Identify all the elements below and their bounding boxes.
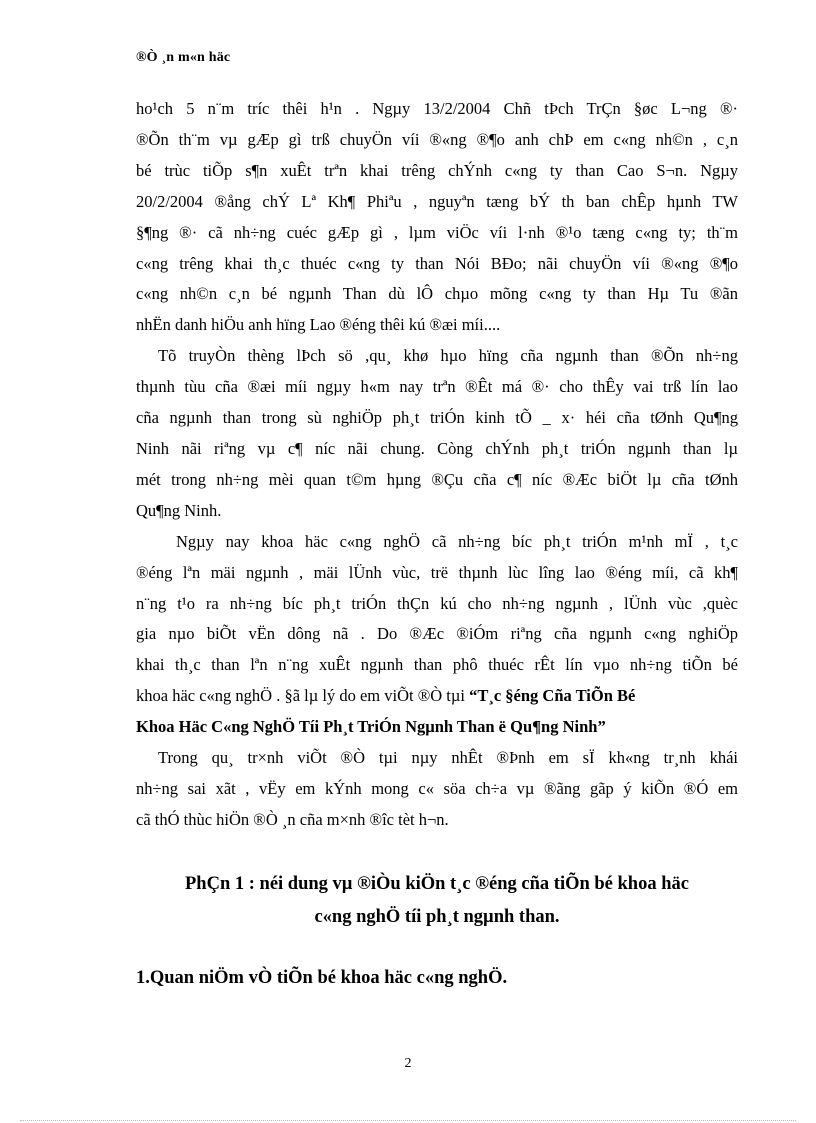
body-line: khai th¸c than lªn n¨ng xuÊt ngµnh than phô thuéc rÊt lín vµo nh÷ng tiÕn bé — [136, 655, 738, 675]
body-line: Tõ truyÒn thèng lÞch sö ,qu¸ khø hµo hïng cña ngµnh than ®Õn nh÷ng — [158, 346, 738, 366]
body-line: cã thÓ thùc hiÖn ®Ò ¸n cña m×nh ®îc tèt h¬n. — [136, 809, 449, 829]
body-line: gia nµo biÕt vËn dông nã . Do ®Æc ®iÓm riªng cña ngµnh c«ng nghiÖp — [136, 624, 738, 644]
body-line: Ninh nãi riªng vµ c¶ níc nãi chung. Còng chÝnh ph¸t triÓn ngµnh than lµ — [136, 438, 738, 458]
body-line: bé trùc tiÕp s¶n xuÊt trªn khai trêng chÝnh c«ng ty than Cao S¬n. Ngµy — [136, 160, 738, 180]
body-line: cña ngµnh than trong sù nghiÖp ph¸t triÓn kinh tÕ _ x· héi cña tØnh Qu¶ng — [136, 408, 738, 428]
essay-title-inline: “T¸c §éng Cña TiÕn Bé — [469, 686, 636, 706]
body-line: ®Õn th¨m vµ gÆp gì trß chuyÖn víi ®«ng ®¶o anh chÞ em c«ng nh©n , c¸n — [136, 129, 738, 149]
body-line: ®éng lªn mäi ngµnh , mäi lÜnh vùc, trë thµnh lùc lîng lao ®éng míi, cã kh¶ — [136, 562, 738, 582]
body-line: Trong qu¸ tr×nh viÕt ®Ò tµi nµy nhÊt ®Þnh em sÏ kh«ng tr¸nh khái — [158, 748, 738, 768]
chapter-heading-line: PhÇn 1 : néi dung vµ ®iÒu kiÖn t¸c ®éng cña tiÕn bé khoa häc — [185, 874, 689, 894]
body-text — [136, 94, 738, 836]
page-header: ®Ò ¸n m«n häc — [136, 50, 231, 65]
body-line: c«ng nh©n c¸n bé ngµnh Than dù lÔ chµo mõng c«ng ty than Hµ Tu ®ãn — [136, 284, 738, 304]
body-line — [136, 681, 738, 712]
body-line: nh÷ng sai xãt , vËy em kÝnh mong c« söa ch÷a vµ ®ãng gãp ý kiÕn ®Ó em — [136, 778, 738, 798]
chapter-heading — [136, 868, 738, 934]
body-line: ho¹ch 5 n¨m tríc thêi h¹n . Ngµy 13/2/2004 Chñ tÞch TrÇn §øc L¬ng ®· — [136, 99, 738, 118]
body-line: Qu¶ng Ninh. — [136, 500, 222, 520]
footer-divider — [20, 1120, 796, 1121]
body-line: Ngµy nay khoa häc c«ng nghÖ cã nh÷ng bíc ph¸t triÓn m¹nh mÏ , t¸c — [176, 531, 738, 551]
body-line: 20/2/2004 ®ång chÝ Lª Kh¶ Phiªu , nguyªn tæng bÝ th ban chÊp hµnh TW — [136, 191, 738, 211]
body-line: c«ng trêng khai th¸c thuéc c«ng ty than Nói BÐo; nãi chuyÖn víi ®«ng ®¶o — [136, 253, 738, 273]
body-line: mét trong nh÷ng mèi quan t©m hµng ®Çu cña c¶ níc ®Æc biÖt lµ cña tØnh — [136, 469, 738, 489]
body-line-text: khoa häc c«ng nghÖ . §ã lµ lý do em viÕt ®Ò tµi — [136, 686, 470, 706]
body-line: nhËn danh hiÖu anh hïng Lao ®éng thêi kú ®æi míi.... — [136, 315, 501, 335]
essay-title-line: Khoa Häc C«ng NghÖ Tíi Ph¸t TriÓn Ngµnh Than ë Qu¶ng Ninh” — [136, 717, 606, 737]
body-line: §¶ng ®· cã nh÷ng cuéc gÆp gì , lµm viÖc víi l·nh ®¹o tæng c«ng ty; th¨m — [136, 222, 738, 242]
page-number: 2 — [404, 1056, 412, 1071]
section-heading: 1.Quan niÖm vÒ tiÕn bé khoa häc c«ng nghÖ. — [136, 968, 508, 988]
body-line: thµnh tùu cña ®æi míi ngµy h«m nay trªn ®Êt má ®· cho thÊy vai trß lín lao — [136, 377, 738, 397]
body-line: n¨ng t¹o ra nh÷ng bíc ph¸t triÓn thÇn kú cho nh÷ng ngµnh , lÜnh vùc ,quèc — [136, 593, 738, 613]
chapter-heading-line: c«ng nghÖ tíi ph¸t ngµnh than. — [314, 907, 560, 927]
